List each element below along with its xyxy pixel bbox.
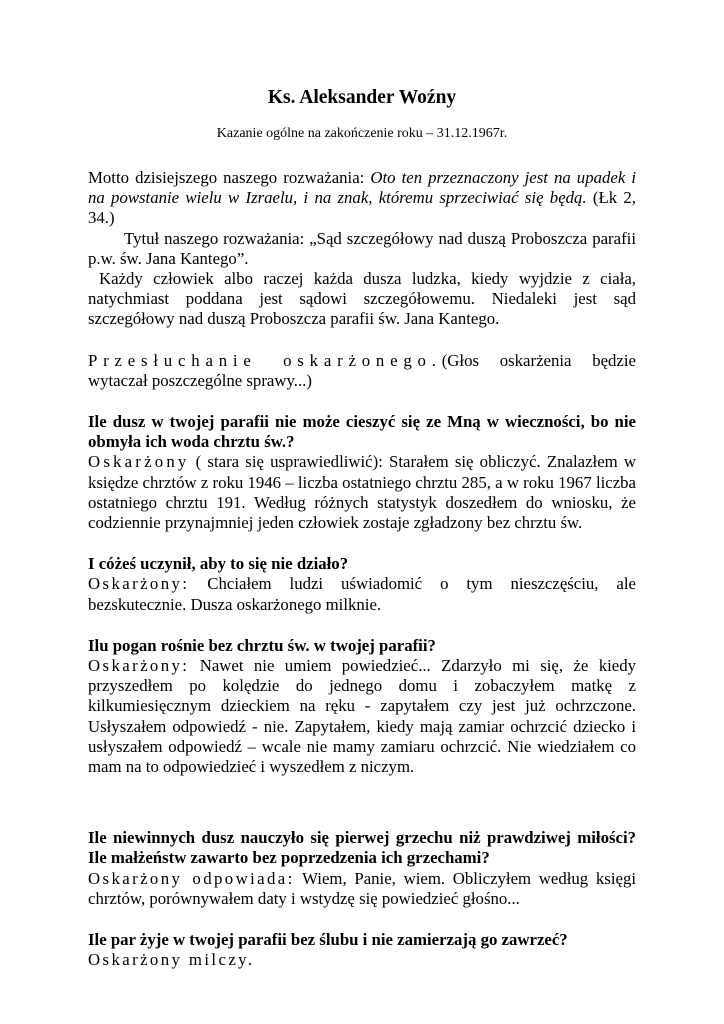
answer-text: Nawet nie umiem powiedzieć... Zdarzyło mi się, że kiedy przyszedłem po kolędzie do jednego domu i zobaczyłem matkę z kilkumiesięcznym dzieckiem na ręku - zapytałem czy jest już ochrzczone. Usłyszałem odpowiedź - nie. Zapytałem, kiedy mają zamiar ochrzcić dziecko i usłyszałem odpowiedź – wcale nie mamy zamiaru ochrzcić. Nie wiedziałem co mam na to odpowiedzieć i wyszedłem z niczym. xyxy=(88,656,636,777)
spacer xyxy=(88,391,636,412)
answer-4 xyxy=(88,869,636,909)
hearing-label: Przesłuchanie oskarżonego. xyxy=(88,350,442,370)
motto-paragraph xyxy=(88,168,636,229)
judgment-paragraph: Każdy człowiek albo raczej każda dusza ludzka, kiedy wyjdzie z ciała, natychmiast poddana jest sądowi szczegółowemu. Niedaleki jest sąd szczegółowy nad duszą Proboszcza parafii św. Jana Kantego. xyxy=(88,269,636,329)
spacer xyxy=(88,807,636,828)
question-3: Ilu pogan rośnie bez chrztu św. w twojej parafii? xyxy=(88,635,436,655)
spacer xyxy=(88,533,636,554)
question-5: Ile par żyje w twojej parafii bez ślubu i nie zamierzają go zawrzeć? xyxy=(88,930,568,950)
answer-text: Wiem, Panie, wiem. Obliczyłem według księgi chrztów, porównywałem daty i wstydzę się powiedzieć głośno... xyxy=(88,868,637,908)
question-4: Ile niewinnych dusz nauczyło się pierwej grzechu niż prawdziwej miłości? Ile małżeństw zawarto bez poprzedzenia ich grzechami? xyxy=(88,828,636,868)
speaker-label: Oskarżony: xyxy=(88,656,190,676)
speaker-label: Oskarżony milczy. xyxy=(88,950,255,970)
document-body xyxy=(88,168,636,971)
answer-3 xyxy=(88,656,636,777)
document-title: Ks. Aleksander Woźny xyxy=(267,87,457,108)
document-subtitle: Kazanie ogólne na zakończenie roku – 31.12.1967r. xyxy=(216,126,508,141)
hearing-note: (Głos oskarżenia będzie wytaczał poszczególne sprawy...) xyxy=(88,350,636,390)
answer-text: Chciałem ludzi uświadomić o tym nieszczęściu, ale bezskutecznie. Dusza oskarżonego milknie. xyxy=(88,574,636,614)
motto-reference: (Łk 2, 34.) xyxy=(88,188,636,228)
motto-lead: Motto dzisiejszego naszego rozważania: xyxy=(88,168,371,187)
hearing-paragraph xyxy=(88,351,636,391)
sermon-title-paragraph: Tytuł naszego rozważania: „Sąd szczegółowy nad duszą Proboszcza parafii p.w. św. Jana Kantego”. xyxy=(88,228,636,268)
speaker-label: Oskarżony odpowiada: xyxy=(88,868,295,888)
answer-2 xyxy=(88,574,636,614)
spacer xyxy=(88,330,636,351)
spacer xyxy=(88,909,636,930)
question-1: Ile dusz w twojej parafii nie może cieszyć się ze Mną w wieczności, bo nie obmyła ich woda chrztu św.? xyxy=(88,412,636,452)
spacer xyxy=(88,615,636,636)
speaker-label: Oskarżony xyxy=(88,452,190,472)
spacer xyxy=(88,777,636,807)
answer-text: ( stara się usprawiedliwić): Starałem się obliczyć. Znalazłem w księdze chrztów z roku 1946 – liczba ostatniego chrztu 285, a w roku 1967 liczba ostatniego chrztu 191. Według różnych statystyk doszedłem do wniosku, że codziennie przynajmniej jeden człowiek zostaje zgładzony bez chrztu św. xyxy=(88,452,636,533)
answer-5 xyxy=(88,950,636,970)
question-2: I cóżeś uczynił, aby to się nie działo? xyxy=(88,554,349,574)
answer-1 xyxy=(88,452,636,533)
motto-quote: Oto ten przeznaczony jest na upadek i na powstanie wielu w Izraelu, i na znak, któremu sprzeciwiać się będą. xyxy=(88,168,636,208)
speaker-label: Oskarżony: xyxy=(88,574,190,594)
